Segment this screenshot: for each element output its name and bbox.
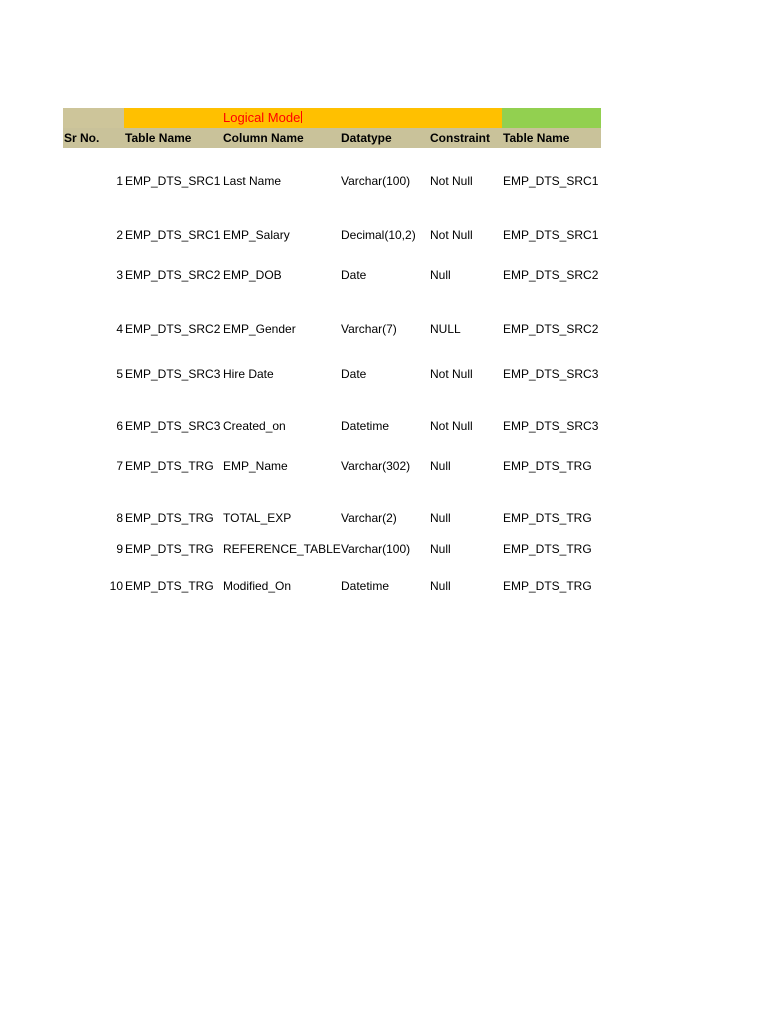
target-header-band [502,108,601,128]
table-row [0,578,768,594]
row-sr-no: 7 [116,459,123,473]
row-column-name: EMP_Name [223,459,288,473]
row-sr-no: 1 [116,174,123,188]
table-row [0,227,768,243]
row-table-name: EMP_DTS_SRC3 [125,367,221,381]
row-sr-no: 5 [116,367,123,381]
header-datatype: Datatype [341,131,392,145]
table-row [0,366,768,382]
row-target-table-name: EMP_DTS_SRC2 [503,322,599,336]
table-row [0,418,768,434]
row-target-table-name: EMP_DTS_TRG [503,511,592,525]
row-target-table-name: EMP_DTS_SRC1 [503,228,599,242]
table-row [0,541,768,557]
row-constraint: Null [430,542,451,556]
row-sr-no: 6 [116,419,123,433]
row-column-name: REFERENCE_TABLE [223,542,341,556]
row-constraint: Not Null [430,419,473,433]
row-column-name: Hire Date [223,367,274,381]
row-datatype: Varchar(2) [341,511,397,525]
table-row [0,173,768,189]
row-target-table-name: EMP_DTS_SRC2 [503,268,599,282]
row-target-table-name: EMP_DTS_SRC3 [503,419,599,433]
row-table-name: EMP_DTS_TRG [125,459,214,473]
row-column-name: Created_on [223,419,286,433]
row-column-name: Modified_On [223,579,292,593]
row-constraint: Null [430,579,451,593]
row-table-name: EMP_DTS_TRG [125,542,214,556]
row-sr-no: 10 [109,579,123,593]
row-datatype: Varchar(302) [341,459,411,473]
row-sr-no: 4 [116,322,123,336]
row-constraint: Not Null [430,228,473,242]
row-sr-no: 8 [116,511,123,525]
row-table-name: EMP_DTS_SRC2 [125,268,221,282]
row-constraint: NULL [430,322,461,336]
row-datatype: Varchar(100) [341,542,411,556]
row-table-name: EMP_DTS_SRC1 [125,174,221,188]
row-target-table-name: EMP_DTS_SRC1 [503,174,599,188]
header-column-name: Column Name [223,131,304,145]
row-sr-no: 2 [116,228,123,242]
row-constraint: Not Null [430,174,473,188]
logical-model-title [223,110,302,126]
table-row [0,321,768,337]
table-row [0,458,768,474]
srno-header-band [63,108,124,128]
text-cursor [301,111,302,123]
row-table-name: EMP_DTS_SRC2 [125,322,221,336]
row-datatype: Date [341,268,367,282]
row-constraint: Null [430,268,451,282]
row-target-table-name: EMP_DTS_TRG [503,579,592,593]
row-table-name: EMP_DTS_SRC3 [125,419,221,433]
row-sr-no: 3 [116,268,123,282]
logical-model-title-text: Logical Mode [223,110,301,125]
row-target-table-name: EMP_DTS_TRG [503,542,592,556]
row-column-name: Last Name [223,174,282,188]
row-datatype: Decimal(10,2) [341,228,416,242]
row-table-name: EMP_DTS_SRC1 [125,228,221,242]
row-column-name: EMP_Gender [223,322,296,336]
row-column-name: EMP_Salary [223,228,290,242]
row-column-name: EMP_DOB [223,268,282,282]
row-sr-no: 9 [116,542,123,556]
header-constraint: Constraint [430,131,490,145]
row-column-name: TOTAL_EXP [223,511,292,525]
row-datatype: Datetime [341,419,390,433]
row-datatype: Varchar(7) [341,322,397,336]
header-target-table-name: Table Name [503,131,570,145]
row-constraint: Not Null [430,367,473,381]
header-sr-no: Sr No. [64,131,100,145]
row-target-table-name: EMP_DTS_SRC3 [503,367,599,381]
row-constraint: Null [430,511,451,525]
logical-model-band [124,108,502,128]
row-table-name: EMP_DTS_TRG [125,511,214,525]
row-datatype: Datetime [341,579,390,593]
table-row [0,267,768,283]
row-table-name: EMP_DTS_TRG [125,579,214,593]
row-datatype: Date [341,367,367,381]
table-row [0,510,768,526]
row-datatype: Varchar(100) [341,174,411,188]
row-target-table-name: EMP_DTS_TRG [503,459,592,473]
row-constraint: Null [430,459,451,473]
header-table-name: Table Name [125,131,192,145]
